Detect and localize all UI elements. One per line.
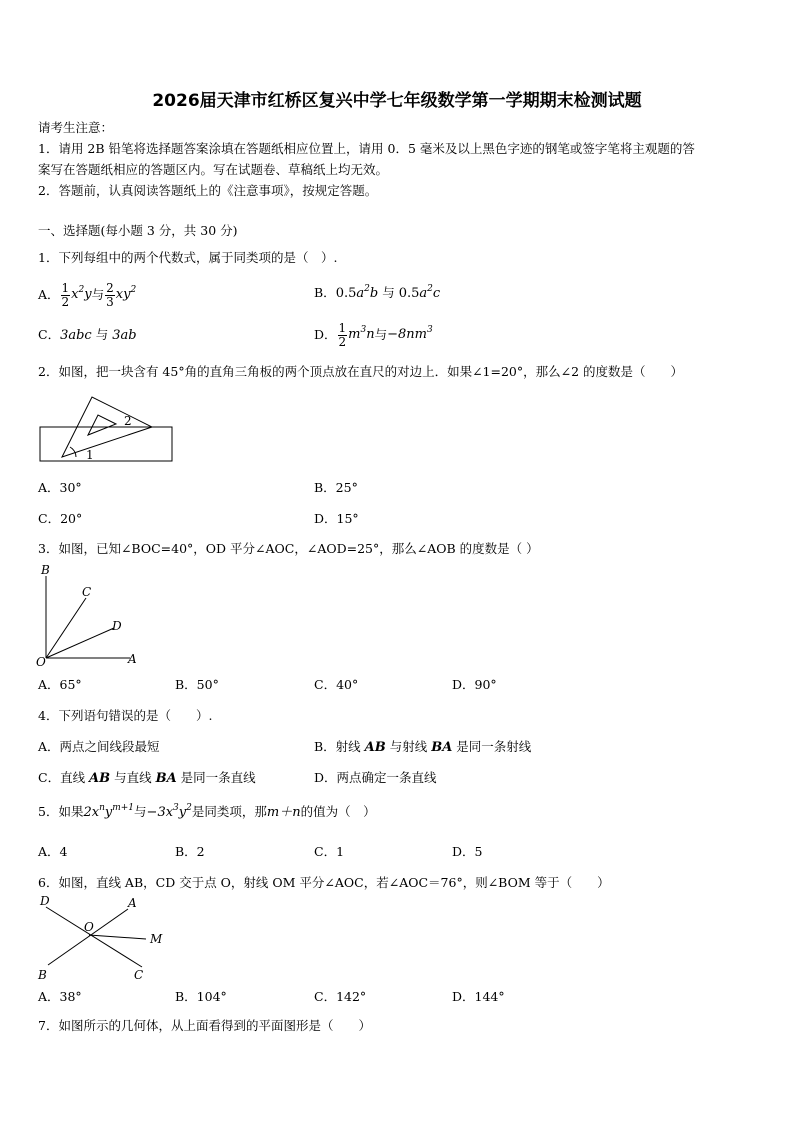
fraction: $\frac{1}{2}$ xyxy=(61,280,70,309)
q4-option-d[interactable]: D．两点确定一条直线 xyxy=(314,770,437,785)
q1-option-b[interactable]: B．$0.5a^2b$ 与 $0.5a^2c$ xyxy=(314,284,441,301)
q5-option-a[interactable]: A．4 xyxy=(38,844,68,859)
q5-option-c[interactable]: C．1 xyxy=(314,844,345,859)
notice-item-1-line-1: 1．请用 2B 铅笔将选择题答案涂填在答题纸相应位置上，请用 0．5 毫米及以上黑色字迹的钢笔或签字笔将主观题的答 xyxy=(38,141,695,156)
angle-2-label: 2 xyxy=(124,414,132,428)
q5-option-b[interactable]: B．2 xyxy=(175,844,205,859)
q2-option-d[interactable]: D．15° xyxy=(314,511,359,526)
q7-stem: 7．如图所示的几何体，从上面看得到的平面图形是（ ） xyxy=(38,1018,371,1033)
label-d: D xyxy=(40,894,50,908)
fraction: $\frac{2}{3}$ xyxy=(106,280,114,309)
q6-option-a[interactable]: A．38° xyxy=(38,989,82,1004)
q1-stem: 1．下列每组中的两个代数式，属于同类项的是（ ）. xyxy=(38,250,338,265)
q2-option-c[interactable]: C．20° xyxy=(38,511,83,526)
option-label: A． xyxy=(38,287,60,302)
q6-option-d[interactable]: D．144° xyxy=(452,989,505,1004)
page-title: 2026届天津市红桥区复兴中学七年级数学第一学期期末检测试题 xyxy=(152,91,642,111)
label-o: O xyxy=(36,655,46,669)
q6-figure-intersecting-lines xyxy=(34,893,164,985)
q4-option-c[interactable]: C．直线 AB 与直线 BA 是同一条直线 xyxy=(38,770,256,786)
label-c: C xyxy=(134,968,144,982)
fraction: $\frac{1}{2}$ xyxy=(338,320,347,349)
q6-stem: 6．如图，直线 AB，CD 交于点 O，射线 OM 平分∠AOC，若∠AOC＝76°，则∠BOM 等于（ ） xyxy=(38,875,610,890)
q6-option-b[interactable]: B．104° xyxy=(175,989,227,1004)
q3-stem: 3．如图，已知∠BOC=40°，OD 平分∠AOC，∠AOD=25°，那么∠AOB 的度数是（ ） xyxy=(38,541,539,556)
angle-1-arc xyxy=(70,447,76,457)
q1-option-d[interactable]: D． $\frac{1}{2}$ $m^3n$ 与 $-8nm^3$ xyxy=(314,320,433,349)
ray-om xyxy=(89,935,146,939)
q3-option-a[interactable]: A．65° xyxy=(38,677,82,692)
label-b: B xyxy=(41,563,50,577)
angle-1-label: 1 xyxy=(86,448,94,462)
label-c: C xyxy=(82,585,92,599)
q1-option-c[interactable]: C．3abc 与 3ab xyxy=(38,327,137,343)
q2-stem: 2．如图，把一块含有 45°角的直角三角板的两个顶点放在直尺的对边上．如果∠1=20°，那么∠2 的度数是（ ） xyxy=(38,364,684,379)
q3-figure-angles xyxy=(34,562,144,670)
q4-option-a[interactable]: A．两点之间线段最短 xyxy=(38,739,160,754)
section-heading: 一、选择题(每小题 3 分，共 30 分) xyxy=(38,223,238,238)
q3-option-b[interactable]: B．50° xyxy=(175,677,219,692)
notice-heading: 请考生注意： xyxy=(38,120,114,135)
label-o: O xyxy=(84,920,94,934)
q6-option-c[interactable]: C．142° xyxy=(314,989,367,1004)
q2-option-b[interactable]: B．25° xyxy=(314,480,358,495)
label-a: A xyxy=(128,652,137,666)
q4-option-b[interactable]: B．射线 AB 与射线 BA 是同一条射线 xyxy=(314,739,532,755)
ruler xyxy=(40,427,172,461)
q3-option-d[interactable]: D．90° xyxy=(452,677,497,692)
q5-stem: 5．如果$2x^ny^{m+1}$与$-3x^3y^2$是同类项，那m＋n的值为（ ） xyxy=(38,803,376,820)
q1-option-a[interactable]: A． $\frac{1}{2}$ $x^2y$ 与 $\frac{2}{3}$ $xy^2$ xyxy=(38,280,137,309)
notice-item-2: 2．答题前，认真阅读答题纸上的《注意事项》，按规定答题。 xyxy=(38,183,378,198)
line-dc xyxy=(46,907,142,967)
set-square-inner xyxy=(88,415,116,435)
q4-stem: 4．下列语句错误的是（ ）. xyxy=(38,708,213,723)
label-b: B xyxy=(38,968,47,982)
q2-option-a[interactable]: A．30° xyxy=(38,480,82,495)
notice-item-1-line-2: 案写在答题纸相应的答题区内。写在试题卷、草稿纸上均无效。 xyxy=(38,162,389,177)
label-a: A xyxy=(128,896,137,910)
label-m: M xyxy=(150,932,163,946)
q3-option-c[interactable]: C．40° xyxy=(314,677,359,692)
q2-figure-ruler-triangle xyxy=(36,393,181,465)
q5-option-d[interactable]: D．5 xyxy=(452,844,483,859)
label-d: D xyxy=(112,619,122,633)
